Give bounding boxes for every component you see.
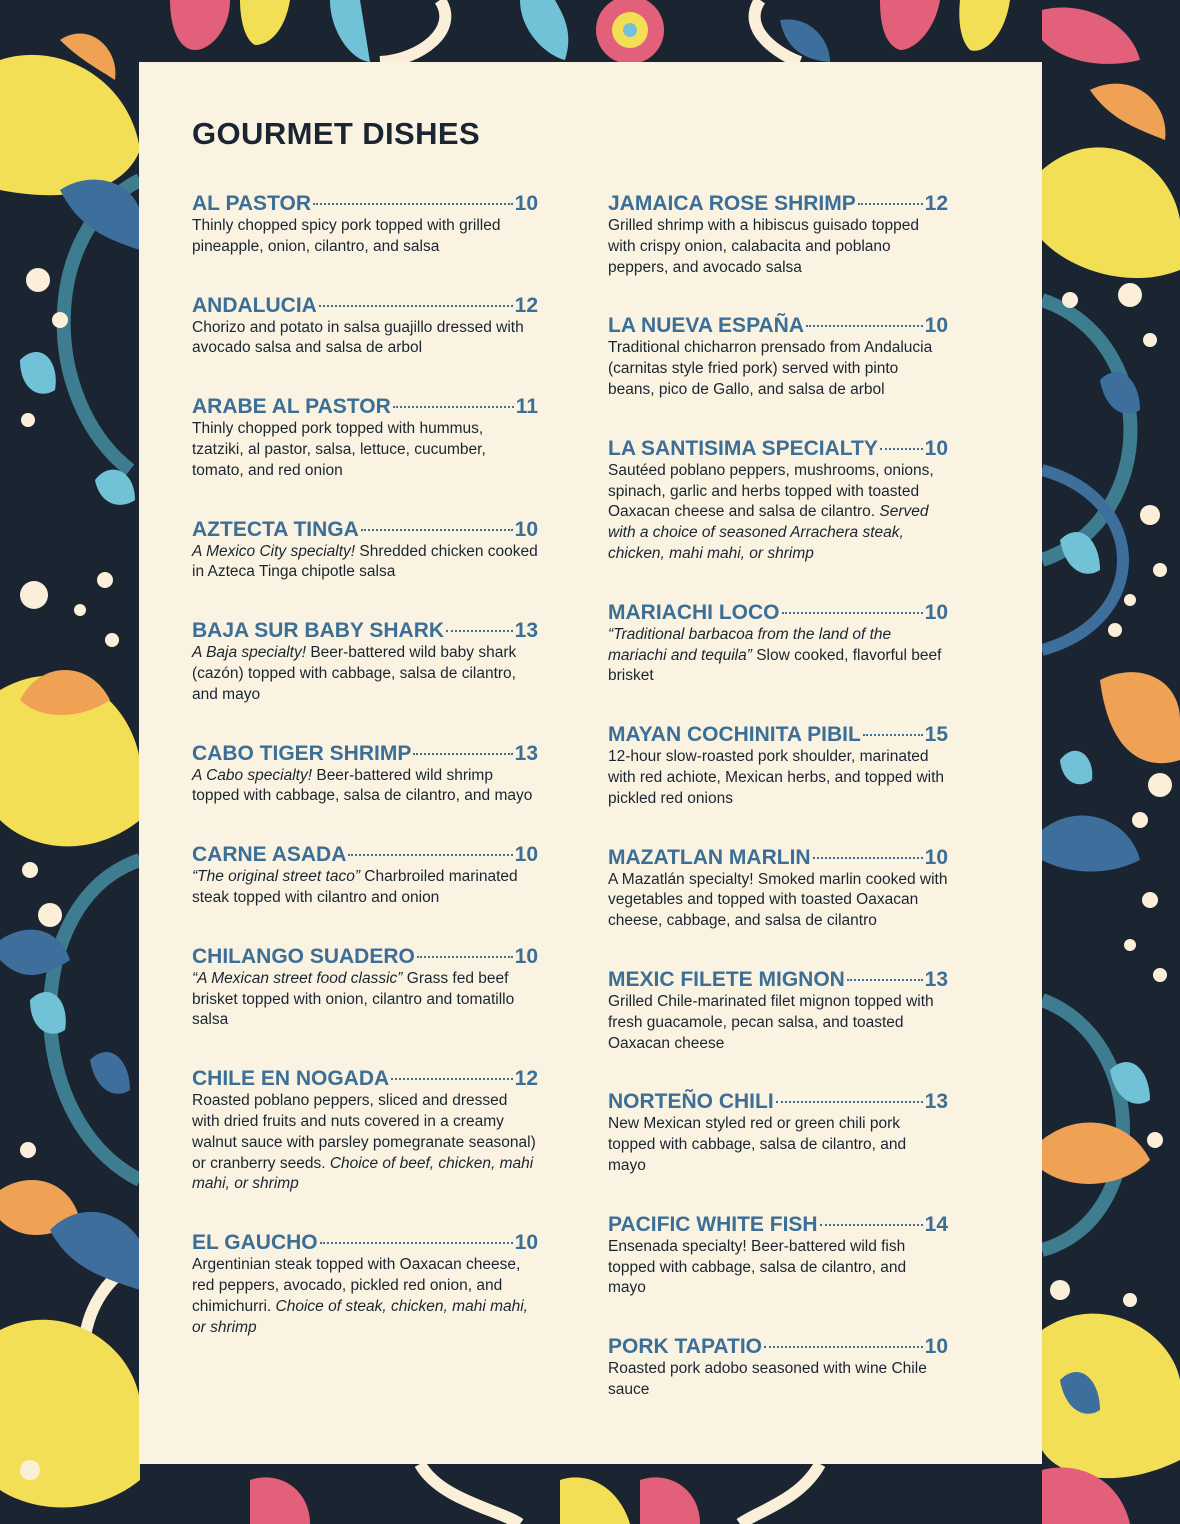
dish-name: AZTECTA TINGA (192, 517, 359, 541)
dish-header (608, 1085, 948, 1114)
menu-item (192, 187, 538, 258)
dot-leader (417, 935, 513, 958)
description-text: Roasted poblano peppers, sliced and dressed with dried fruits and nuts covered in a creamy walnut sauce with parsley pomegranate seasonal) or cranberry seeds. (192, 1092, 536, 1172)
dish-description (192, 969, 538, 1031)
dish-description (192, 318, 538, 360)
dish-description (608, 461, 948, 565)
menu-item (608, 718, 948, 809)
dish-name: CHILANGO SUADERO (192, 944, 415, 968)
dish-header (608, 596, 948, 625)
menu-item (608, 841, 948, 932)
description-italic-text: Choice of steak, chicken, mahi mahi, or shrimp (192, 1297, 528, 1336)
description-text: 12-hour slow-roasted pork shoulder, marinated with red achiote, Mexican herbs, and topped with pickled red onions (608, 748, 945, 807)
menu-item (608, 1085, 948, 1176)
dish-header (192, 513, 538, 542)
dish-header (192, 614, 538, 643)
menu-item (608, 432, 948, 565)
dot-leader (413, 732, 512, 755)
dish-description (192, 216, 538, 258)
description-text: New Mexican styled red or green chili pork topped with cabbage, salsa de cilantro, and mayo (608, 1115, 907, 1174)
dish-header (608, 1330, 948, 1359)
dish-header (608, 963, 948, 992)
dish-description (192, 643, 538, 705)
dish-price: 12 (924, 192, 948, 215)
dish-name: AL PASTOR (192, 192, 312, 215)
right-column (608, 187, 948, 1432)
dish-name: MAZATLAN MARLIN (608, 845, 811, 869)
dish-price: 13 (514, 619, 538, 643)
description-text: Chorizo and potato in salsa guajillo dressed with avocado salsa and salsa de arbol (192, 318, 524, 357)
dot-leader (776, 1080, 923, 1103)
dish-description (608, 625, 948, 687)
menu-item (192, 614, 538, 705)
dish-price: 10 (514, 517, 538, 541)
dish-description (608, 1114, 948, 1176)
dish-name: PACIFIC WHITE FISH (608, 1212, 818, 1236)
dot-leader (782, 591, 923, 614)
dish-description (608, 1359, 948, 1401)
dish-description (608, 1237, 948, 1299)
dish-name: MAYAN COCHINITA PIBIL (608, 723, 861, 747)
dish-header (192, 1062, 538, 1091)
dish-name: PORK TAPATIO (608, 1335, 762, 1359)
dish-description (608, 870, 948, 932)
dish-name: CHILE EN NOGADA (192, 1067, 390, 1091)
dish-header (192, 390, 538, 419)
dish-name: LA SANTISIMA SPECIALTY (608, 436, 878, 460)
description-text: Thinly chopped spicy pork topped with grilled pineapple, onion, cilantro, and salsa (192, 217, 501, 255)
dish-header (608, 718, 948, 747)
dish-price: 12 (514, 293, 538, 317)
menu-item (192, 1062, 538, 1195)
dish-price: 13 (514, 741, 538, 765)
dish-header (608, 841, 948, 870)
menu-item (192, 737, 538, 808)
dish-name: NORTEÑO CHILI (608, 1090, 774, 1114)
dish-price: 13 (924, 1090, 948, 1114)
description-text: Argentinian steak topped with Oaxacan cheese, red peppers, avocado, pickled red onion, and chimichurri. (192, 1256, 521, 1315)
description-text: Grilled Chile-marinated filet mignon topped with fresh guacamole, pecan salsa, and toasted Oaxacan cheese (608, 992, 934, 1052)
menu-item (192, 390, 538, 481)
dish-price: 11 (515, 395, 538, 419)
dish-description (192, 1091, 538, 1195)
dish-price: 10 (514, 192, 538, 215)
menu-item (608, 309, 948, 400)
dish-name: MEXIC FILETE MIGNON (608, 967, 845, 991)
description-text: Beer-battered wild shrimp topped with cabbage, salsa de cilantro, and mayo (192, 766, 533, 805)
menu-item (192, 1226, 538, 1338)
dish-description (192, 1255, 538, 1338)
dish-description (608, 747, 948, 809)
menu-item (192, 289, 538, 360)
dish-price: 15 (924, 723, 948, 747)
description-text: Shredded chicken cooked in Azteca Tinga chipotle salsa (192, 542, 538, 581)
menu-item (608, 1208, 948, 1299)
description-text: Grass fed beef brisket topped with onion, cilantro and tomatillo salsa (192, 969, 515, 1029)
dish-name: ARABE AL PASTOR (192, 395, 391, 419)
dish-name: ANDALUCIA (192, 293, 317, 317)
description-text: Sautéed poblano peppers, mushrooms, onions, spinach, garlic and herbs topped with toasted Oaxacan cheese and salsa de cilantro. (608, 461, 934, 521)
dish-price: 10 (514, 1231, 538, 1255)
dish-name: EL GAUCHO (192, 1231, 318, 1255)
left-column (192, 187, 538, 1369)
description-text: Traditional chicharron prensado from Andalucia (carnitas style fried pork) served with pinto beans, pico de Gallo, and salsa de arbol (608, 339, 933, 398)
dish-header (192, 940, 538, 969)
menu-item (192, 513, 538, 584)
dot-leader (361, 508, 513, 531)
dish-price: 10 (514, 944, 538, 968)
dish-price: 10 (924, 436, 948, 460)
description-text: A Mazatlán specialty! Smoked marlin cooked with vegetables and topped with toasted Oaxacan cheese, cabbage, and salsa de cilantro (608, 870, 948, 930)
dot-leader (806, 304, 923, 327)
dot-leader (393, 385, 514, 408)
description-text: Charbroiled marinated steak topped with cilantro and onion (192, 868, 518, 906)
description-text: Slow cooked, flavorful beef brisket (608, 646, 942, 685)
dot-leader (320, 1221, 513, 1244)
dish-description (608, 216, 948, 278)
dish-description (608, 338, 948, 400)
dish-description (192, 419, 538, 481)
description-italic-text: “Traditional barbacoa from the land of the mariachi and tequila” (608, 625, 892, 664)
menu-item (608, 596, 948, 687)
menu-item (608, 1330, 948, 1401)
menu-title: GOURMET DISHES (192, 116, 481, 151)
description-italic-text: “The original street taco” (192, 868, 360, 886)
description-italic-text: A Mexico City specialty! (192, 542, 356, 560)
dish-name: JAMAICA ROSE SHRIMP (608, 192, 856, 215)
description-italic-text: A Cabo specialty! (192, 766, 313, 784)
description-italic-text: “A Mexican street food classic” (192, 969, 403, 987)
dot-leader (858, 182, 923, 205)
dot-leader (813, 836, 923, 859)
description-text: Beer-battered wild baby shark (cazón) topped with cabbage, salsa de cilantro, and mayo (192, 644, 517, 703)
dish-price: 10 (924, 600, 948, 624)
dish-header (192, 289, 538, 318)
dot-leader (847, 958, 923, 981)
dish-description (192, 766, 538, 808)
dish-header (192, 737, 538, 766)
dish-price: 12 (514, 1067, 538, 1091)
dot-leader (764, 1325, 923, 1348)
dish-description (192, 867, 538, 909)
description-text: Roasted pork adobo seasoned with wine Chile sauce (608, 1360, 927, 1398)
dish-price: 10 (924, 845, 948, 869)
dish-price: 10 (924, 314, 948, 338)
dot-leader (880, 427, 923, 450)
menu-item (608, 187, 948, 278)
menu-item (608, 963, 948, 1054)
dish-price: 10 (514, 843, 538, 867)
dish-price: 14 (924, 1212, 948, 1236)
dish-header (608, 1208, 948, 1237)
dish-header (608, 187, 948, 216)
dish-header (608, 432, 948, 461)
dot-leader (820, 1203, 923, 1226)
dish-description (608, 992, 948, 1054)
dish-header (192, 1226, 538, 1255)
dish-name: BAJA SUR BABY SHARK (192, 619, 445, 643)
dish-header (192, 838, 538, 867)
description-italic-text: Choice of beef, chicken, mahi mahi, or shrimp (192, 1154, 534, 1193)
description-text: Ensenada specialty! Beer-battered wild fish topped with cabbage, salsa de cilantro, and mayo (608, 1237, 907, 1297)
dot-leader (319, 284, 513, 307)
dish-name: MARIACHI LOCO (608, 600, 780, 624)
dish-header (608, 309, 948, 338)
dish-name: LA NUEVA ESPAÑA (608, 314, 805, 338)
dish-name: CABO TIGER SHRIMP (192, 741, 412, 765)
dot-leader (348, 833, 512, 856)
dish-price: 13 (924, 967, 948, 991)
dish-header (192, 187, 538, 216)
dot-leader (446, 609, 513, 632)
dish-price: 10 (924, 1335, 948, 1359)
description-text: Thinly chopped pork topped with hummus, tzatziki, al pastor, salsa, lettuce, cucumber, tomato, and red onion (192, 420, 486, 479)
dish-name: CARNE ASADA (192, 843, 347, 867)
menu-item (192, 838, 538, 909)
description-italic-text: A Baja specialty! (192, 644, 307, 662)
dish-description (192, 542, 538, 584)
menu-item (192, 940, 538, 1031)
description-italic-text: Served with a choice of seasoned Arrachera steak, chicken, mahi mahi, or shrimp (608, 503, 929, 562)
menu-panel (139, 62, 1042, 1464)
description-text: Grilled shrimp with a hibiscus guisado topped with crispy onion, calabacita and poblano peppers, and avocado salsa (608, 217, 920, 276)
dot-leader (313, 182, 513, 205)
dot-leader (391, 1057, 512, 1080)
dot-leader (863, 713, 923, 736)
